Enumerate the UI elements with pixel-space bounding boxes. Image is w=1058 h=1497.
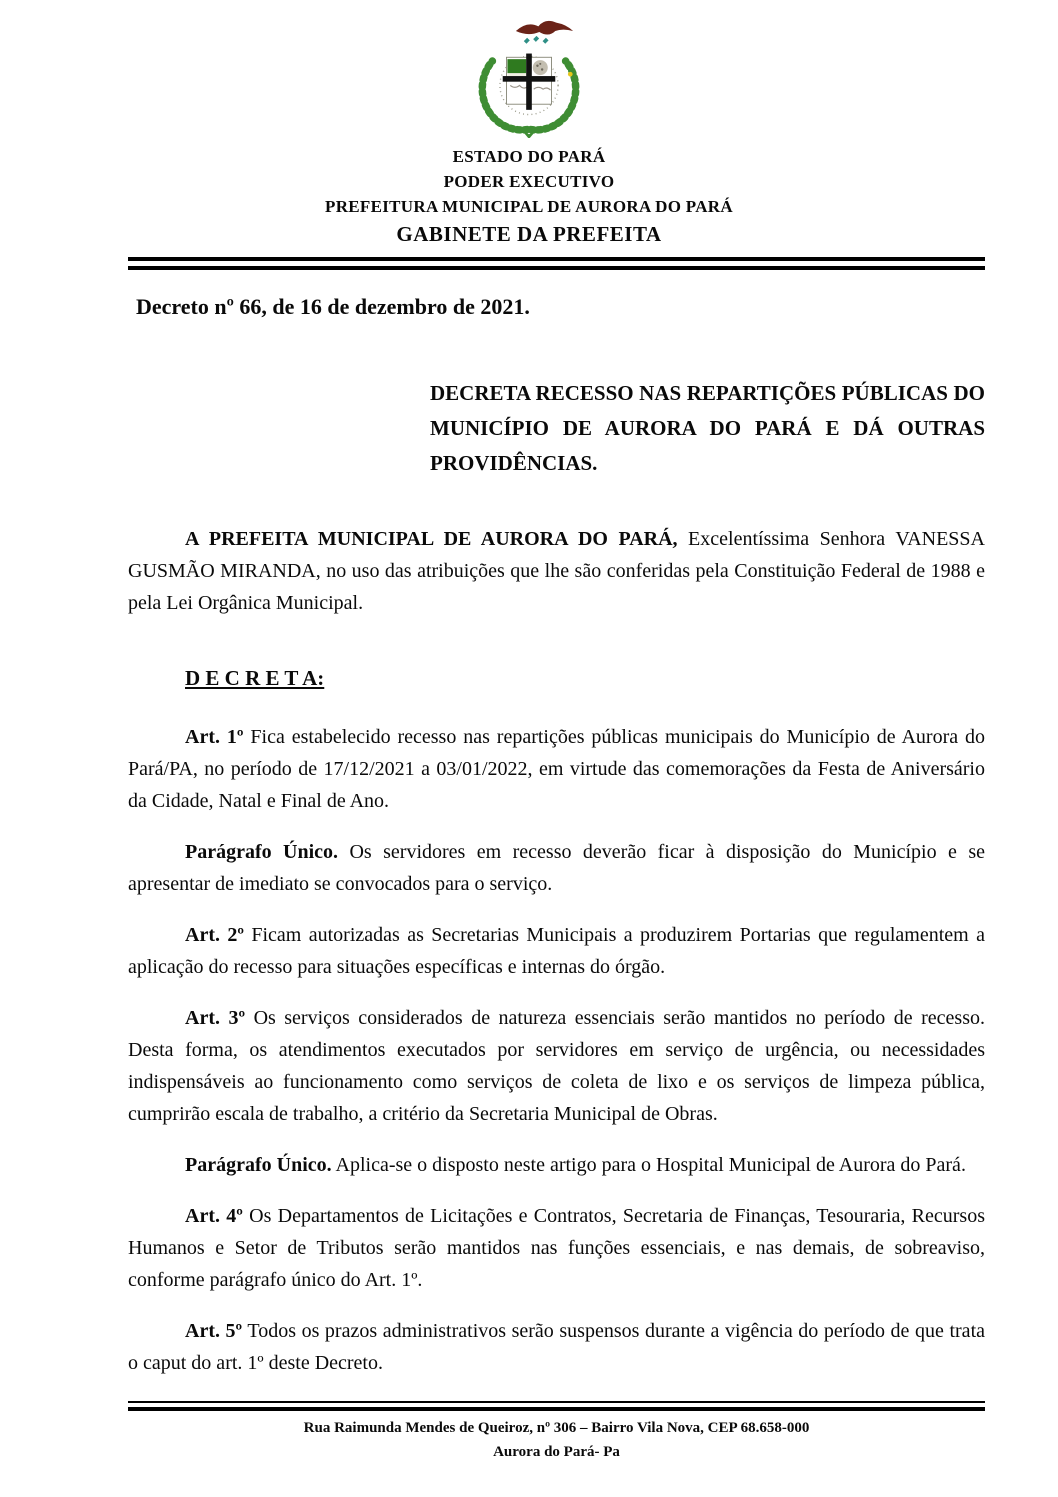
article-1-label: Art. 1º bbox=[185, 726, 244, 748]
bird-icon bbox=[516, 21, 573, 35]
article-1-text: Fica estabelecido recesso nas repartições públicas municipais do Município de Aurora do Pará/PA, no período de 17/12/2021 a 03/01/2022, em virtude das comemorações da Festa de Aniversário da Cidade, Natal e Final de Ano. bbox=[128, 726, 986, 812]
sole-paragraph-2-text: Aplica-se o disposto neste artigo para o Hospital Municipal de Aurora do Pará. bbox=[331, 1154, 966, 1176]
article-3-label: Art. 3º bbox=[185, 1007, 246, 1029]
article-5-label: Art. 5º bbox=[185, 1320, 243, 1342]
footer-address: Rua Raimunda Mendes de Queiroz, nº 306 – Bairro Vila Nova, CEP 68.658-000 bbox=[303, 1420, 810, 1436]
preamble-lead: A PREFEITA MUNICIPAL DE AURORA DO PARÁ, bbox=[185, 528, 678, 550]
article-1-paragraph bbox=[128, 721, 985, 817]
letterhead-office: GABINETE DA PREFEITA bbox=[396, 222, 662, 246]
preamble-text: Excelentíssima Senhora VANESSA GUSMÃO MIRANDA, no uso das atribuições que lhe são conferidas pela Constituição Federal de 1988 e pela Lei Orgânica Municipal. bbox=[128, 528, 985, 614]
letterhead-municipality: PREFEITURA MUNICIPAL DE AURORA DO PARÁ bbox=[325, 197, 733, 216]
article-4-text: Os Departamentos de Licitações e Contratos, Secretaria de Finanças, Tesouraria, Recursos Humanos e Setor de Tributos serão mantidos nas funções essenciais, e nas demais, de sobreaviso, conforme parágrafo único do Art. 1º. bbox=[128, 1205, 985, 1291]
coat-of-arms-emblem bbox=[0, 0, 1058, 138]
letterhead bbox=[0, 144, 1058, 250]
sole-paragraph-1-text: Os servidores em recesso deverão ficar à disposição do Município e se apresentar de imediato se convocados para o serviço. bbox=[128, 841, 985, 895]
letterhead-state: ESTADO DO PARÁ bbox=[452, 147, 606, 166]
article-5-text: Todos os prazos administrativos serão suspensos durante a vigência do período de que trata o caput do art. 1º deste Decreto. bbox=[128, 1320, 985, 1374]
article-3-paragraph bbox=[128, 1002, 985, 1130]
decree-summary: DECRETA RECESSO NAS REPARTIÇÕES PÚBLICAS DO MUNICÍPIO DE AURORA DO PARÁ E DÁ OUTRAS PROVIDÊNCIAS. bbox=[430, 381, 985, 475]
shield bbox=[503, 54, 556, 110]
article-5-paragraph bbox=[128, 1315, 985, 1379]
article-2-text: Ficam autorizadas as Secretarias Municipais a produzirem Portarias que regulamentem a aplicação do recesso para situações específicas e internas do órgão. bbox=[128, 924, 985, 978]
sole-paragraph-1 bbox=[128, 836, 985, 900]
sole-paragraph-2 bbox=[128, 1149, 985, 1181]
footer-city: Aurora do Pará- Pa bbox=[493, 1444, 620, 1460]
article-2-paragraph bbox=[128, 919, 985, 983]
decree-title: Decreto nº 66, de 16 de dezembro de 2021. bbox=[136, 294, 530, 319]
footer-line-bottom bbox=[128, 1407, 985, 1411]
decreta-heading: D E C R E T A: bbox=[185, 666, 325, 690]
footer-divider bbox=[128, 1401, 985, 1411]
letterhead-branch: PODER EXECUTIVO bbox=[443, 172, 615, 191]
preamble-paragraph bbox=[128, 523, 985, 619]
page-footer bbox=[128, 1401, 985, 1464]
sole-paragraph-2-label: Parágrafo Único. bbox=[185, 1154, 332, 1176]
header-divider bbox=[128, 257, 985, 270]
sole-paragraph-1-label: Parágrafo Único. bbox=[185, 841, 339, 863]
article-4-label: Art. 4º bbox=[185, 1205, 243, 1227]
coat-of-arms-icon bbox=[449, 16, 609, 138]
decreta-row bbox=[128, 638, 985, 721]
article-3-text: Os serviços considerados de natureza essenciais serão mantidos no período de recesso. Desta forma, os atendimentos executados por servidores em serviço de urgência, ou necessidades indispensáveis ao funcionamento como serviços de coleta de lixo e os serviços de limpeza pública, cumprirão escala de trabalho, a critério da Secretaria Municipal de Obras. bbox=[128, 1007, 985, 1125]
yellow-accent bbox=[568, 72, 573, 77]
divider-line-bottom bbox=[128, 266, 985, 270]
article-2-label: Art. 2º bbox=[185, 924, 244, 946]
article-4-paragraph bbox=[128, 1200, 985, 1296]
teal-marks bbox=[524, 36, 549, 44]
